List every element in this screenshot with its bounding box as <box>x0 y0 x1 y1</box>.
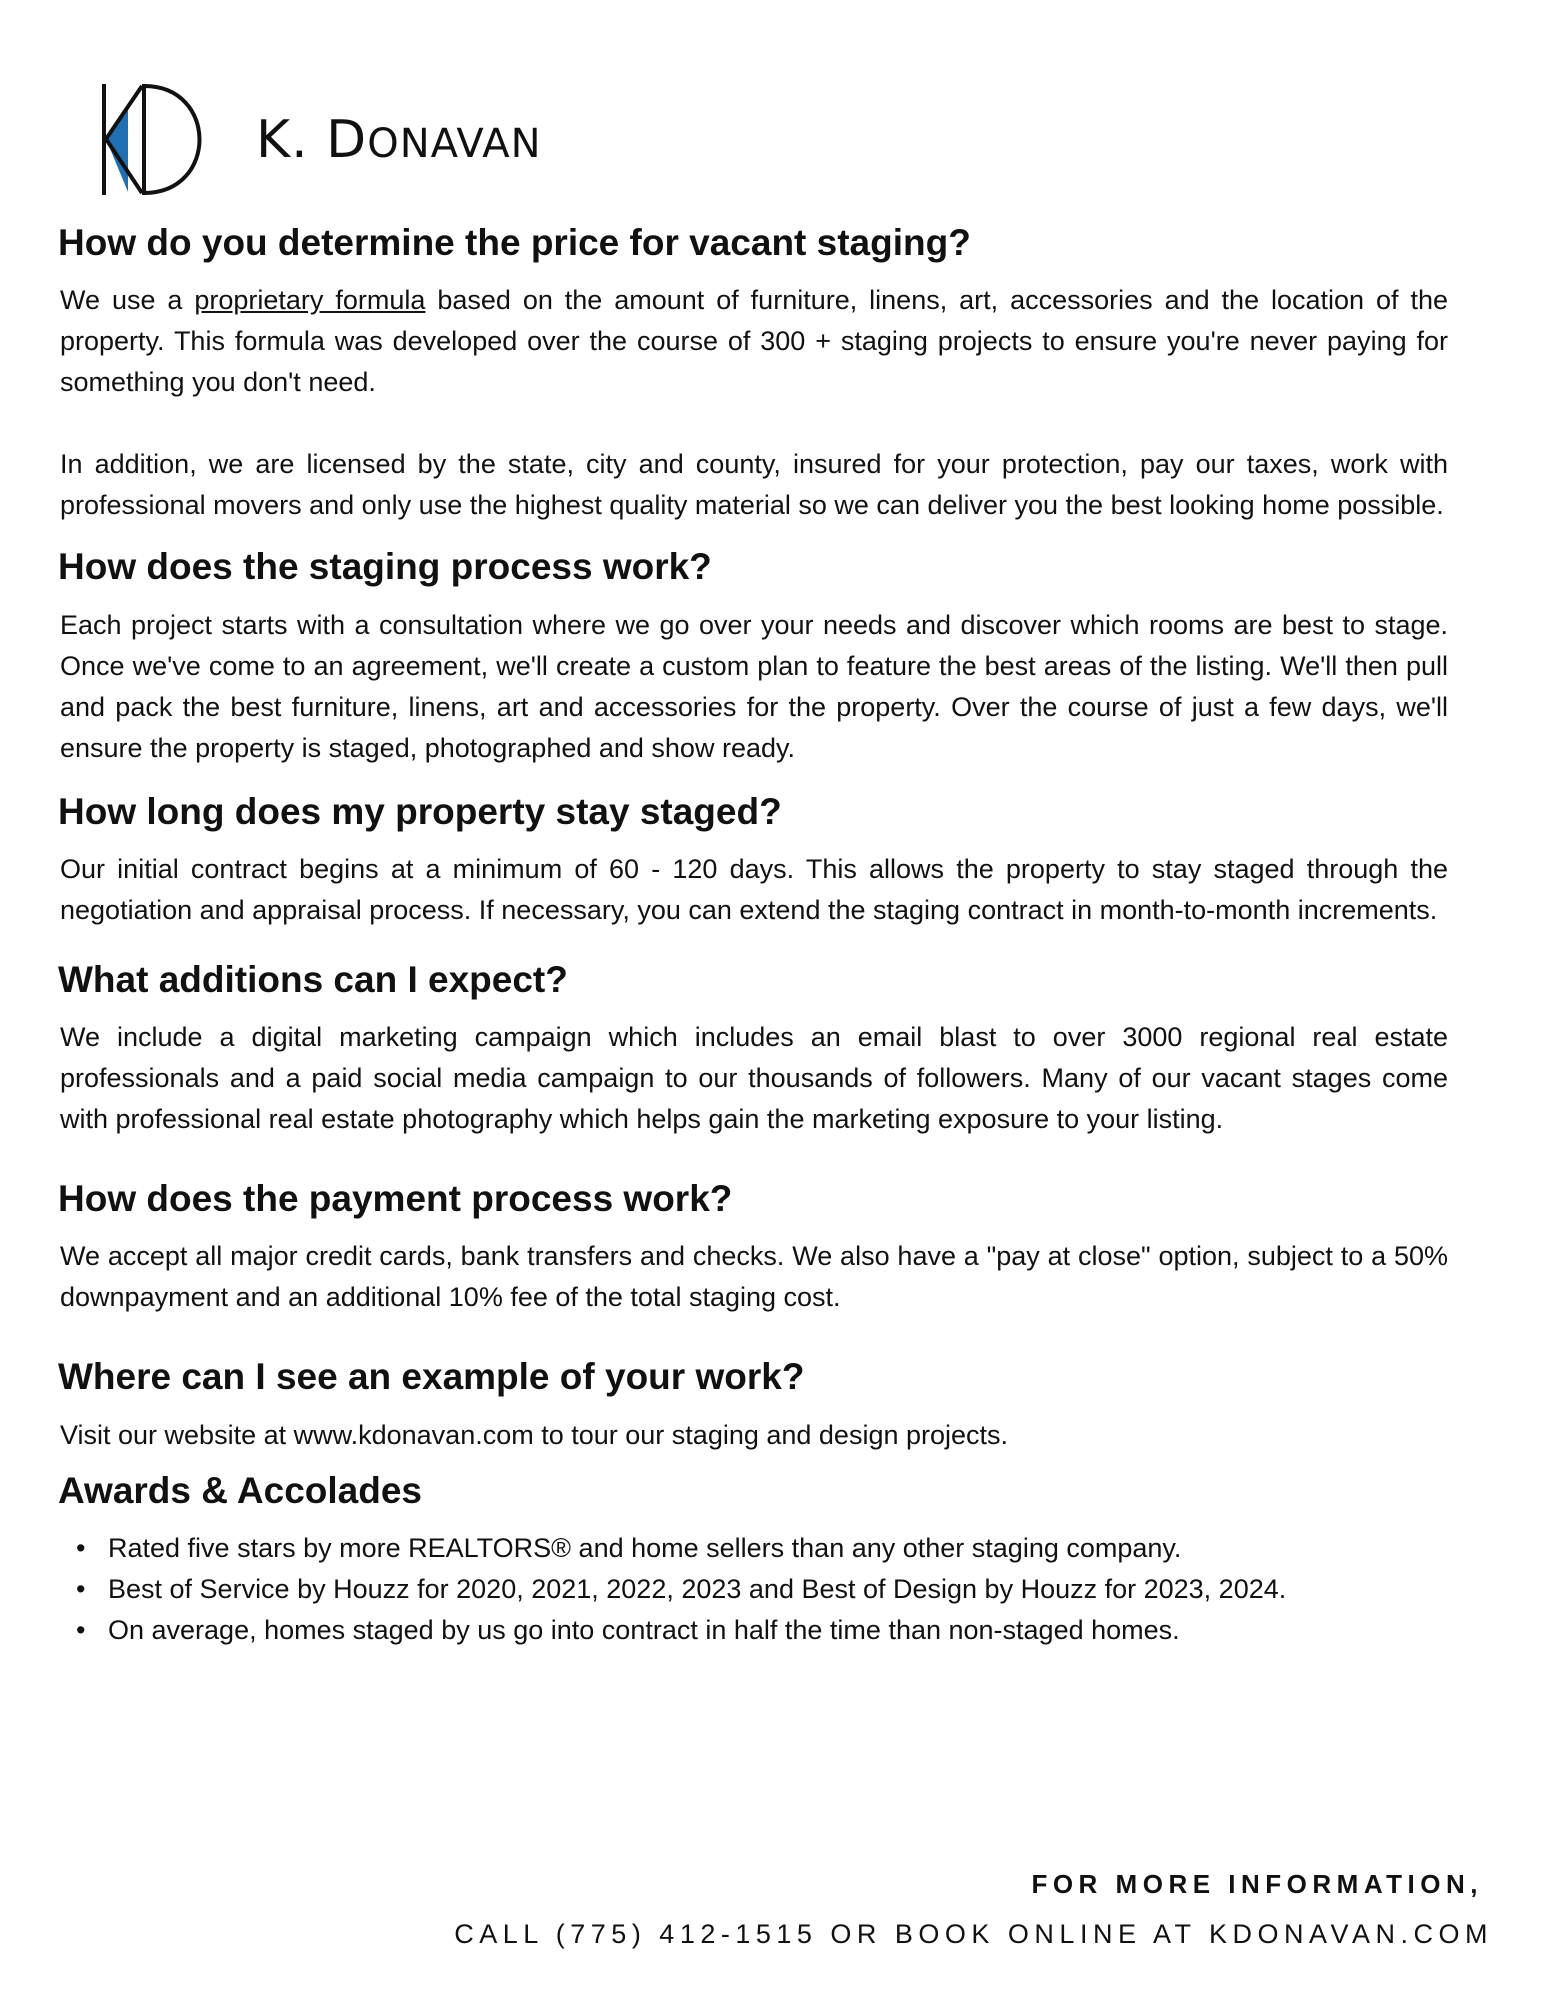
kd-monogram-logo-icon <box>98 82 216 197</box>
award-text: Rated five stars by more REALTORS® and home sellers than any other staging company. <box>108 1532 1182 1563</box>
proprietary-formula-link[interactable]: proprietary formula <box>194 285 426 316</box>
bullet-icon: • <box>76 1573 86 1604</box>
faq-question: Where can I see an example of your work? <box>58 1356 805 1398</box>
faq-question: How long does my property stay staged? <box>58 790 782 832</box>
faq-answer: We accept all major credit cards, bank transfers and checks. We also have a "pay at close" option, subject to a 50% downpayment and an additional 10% fee of the total staging cost. <box>60 1241 1448 1313</box>
faq-section-payment <box>58 1176 1448 1318</box>
brand-name <box>256 109 542 170</box>
awards-section <box>58 1468 1448 1651</box>
faq-answer-2: In addition, we are licensed by the state, city and county, insured for your protection, pay our taxes, work with professional movers and only use the highest quality material so we can deliver you the best looking home possible. <box>60 449 1448 521</box>
faq-question: How do you determine the price for vacant staging? <box>58 222 971 263</box>
faq-answer: We include a digital marketing campaign which includes an email blast to over 3000 regional real estate professionals and a paid social media campaign to our thousands of followers. Many of our vacant stages come with professional real estate photography which helps gain the marketing exposure to your listing. <box>60 1022 1448 1134</box>
list-item <box>58 1569 1448 1610</box>
faq-section-duration <box>58 789 1448 931</box>
answer-text: We use a <box>60 285 195 316</box>
faq-section-pricing <box>58 220 1448 526</box>
brand-name-rest: ONAVAN <box>367 120 542 167</box>
faq-question: How does the payment process work? <box>58 1178 733 1219</box>
footer-contact <box>454 1866 1493 1952</box>
faq-answer: Visit our website at www.kdonavan.com to tour our staging and design projects. <box>60 1419 1009 1450</box>
faq-answer: Our initial contract begins at a minimum of 60 - 120 days. This allows the property to stay staged through the negotiation and appraisal process. If necessary, you can extend the staging contract in month-to-month increments. <box>60 853 1448 925</box>
bullet-icon: • <box>76 1614 86 1645</box>
faq-answer <box>60 280 1448 403</box>
faq-question: What additions can I expect? <box>58 958 568 1000</box>
header <box>98 82 542 197</box>
faq-content <box>58 220 1448 1651</box>
footer-cta-details: CALL (775) 412-1515 OR BOOK ONLINE AT KDONAVAN.COM <box>454 1919 1493 1949</box>
bullet-icon: • <box>76 1532 86 1563</box>
list-item <box>58 1528 1448 1569</box>
award-text: Best of Service by Houzz for 2020, 2021, 2022, 2023 and Best of Design by Houzz for 2023, 2024. <box>108 1573 1287 1604</box>
award-text: On average, homes staged by us go into contract in half the time than non-staged homes. <box>108 1614 1180 1645</box>
brand-name-first: K. D <box>256 109 368 170</box>
faq-answer: Each project starts with a consultation where we go over your needs and discover which rooms are best to stage. Once we've come to an agreement, we'll create a custom plan to feature the best areas of the listing. We'll then pull and pack the best furniture, linens, art and accessories for the property. Over the course of just a few days, we'll ensure the property is staged, photographed and show ready. <box>60 609 1448 763</box>
list-item <box>58 1610 1448 1651</box>
faq-section-process <box>58 544 1448 768</box>
answer-text: based on the amount of furniture, linens, art, accessories and the location of the property. This formula was developed over the course of 300 + staging projects to ensure you're never paying for something you don't need. <box>60 285 1448 398</box>
faq-section-examples <box>58 1354 1448 1455</box>
footer-cta-heading: FOR MORE INFORMATION, <box>1031 1869 1483 1899</box>
faq-question: How does the staging process work? <box>58 546 712 588</box>
awards-heading: Awards & Accolades <box>58 1469 422 1511</box>
awards-list <box>58 1528 1448 1651</box>
faq-section-additions <box>58 957 1448 1140</box>
